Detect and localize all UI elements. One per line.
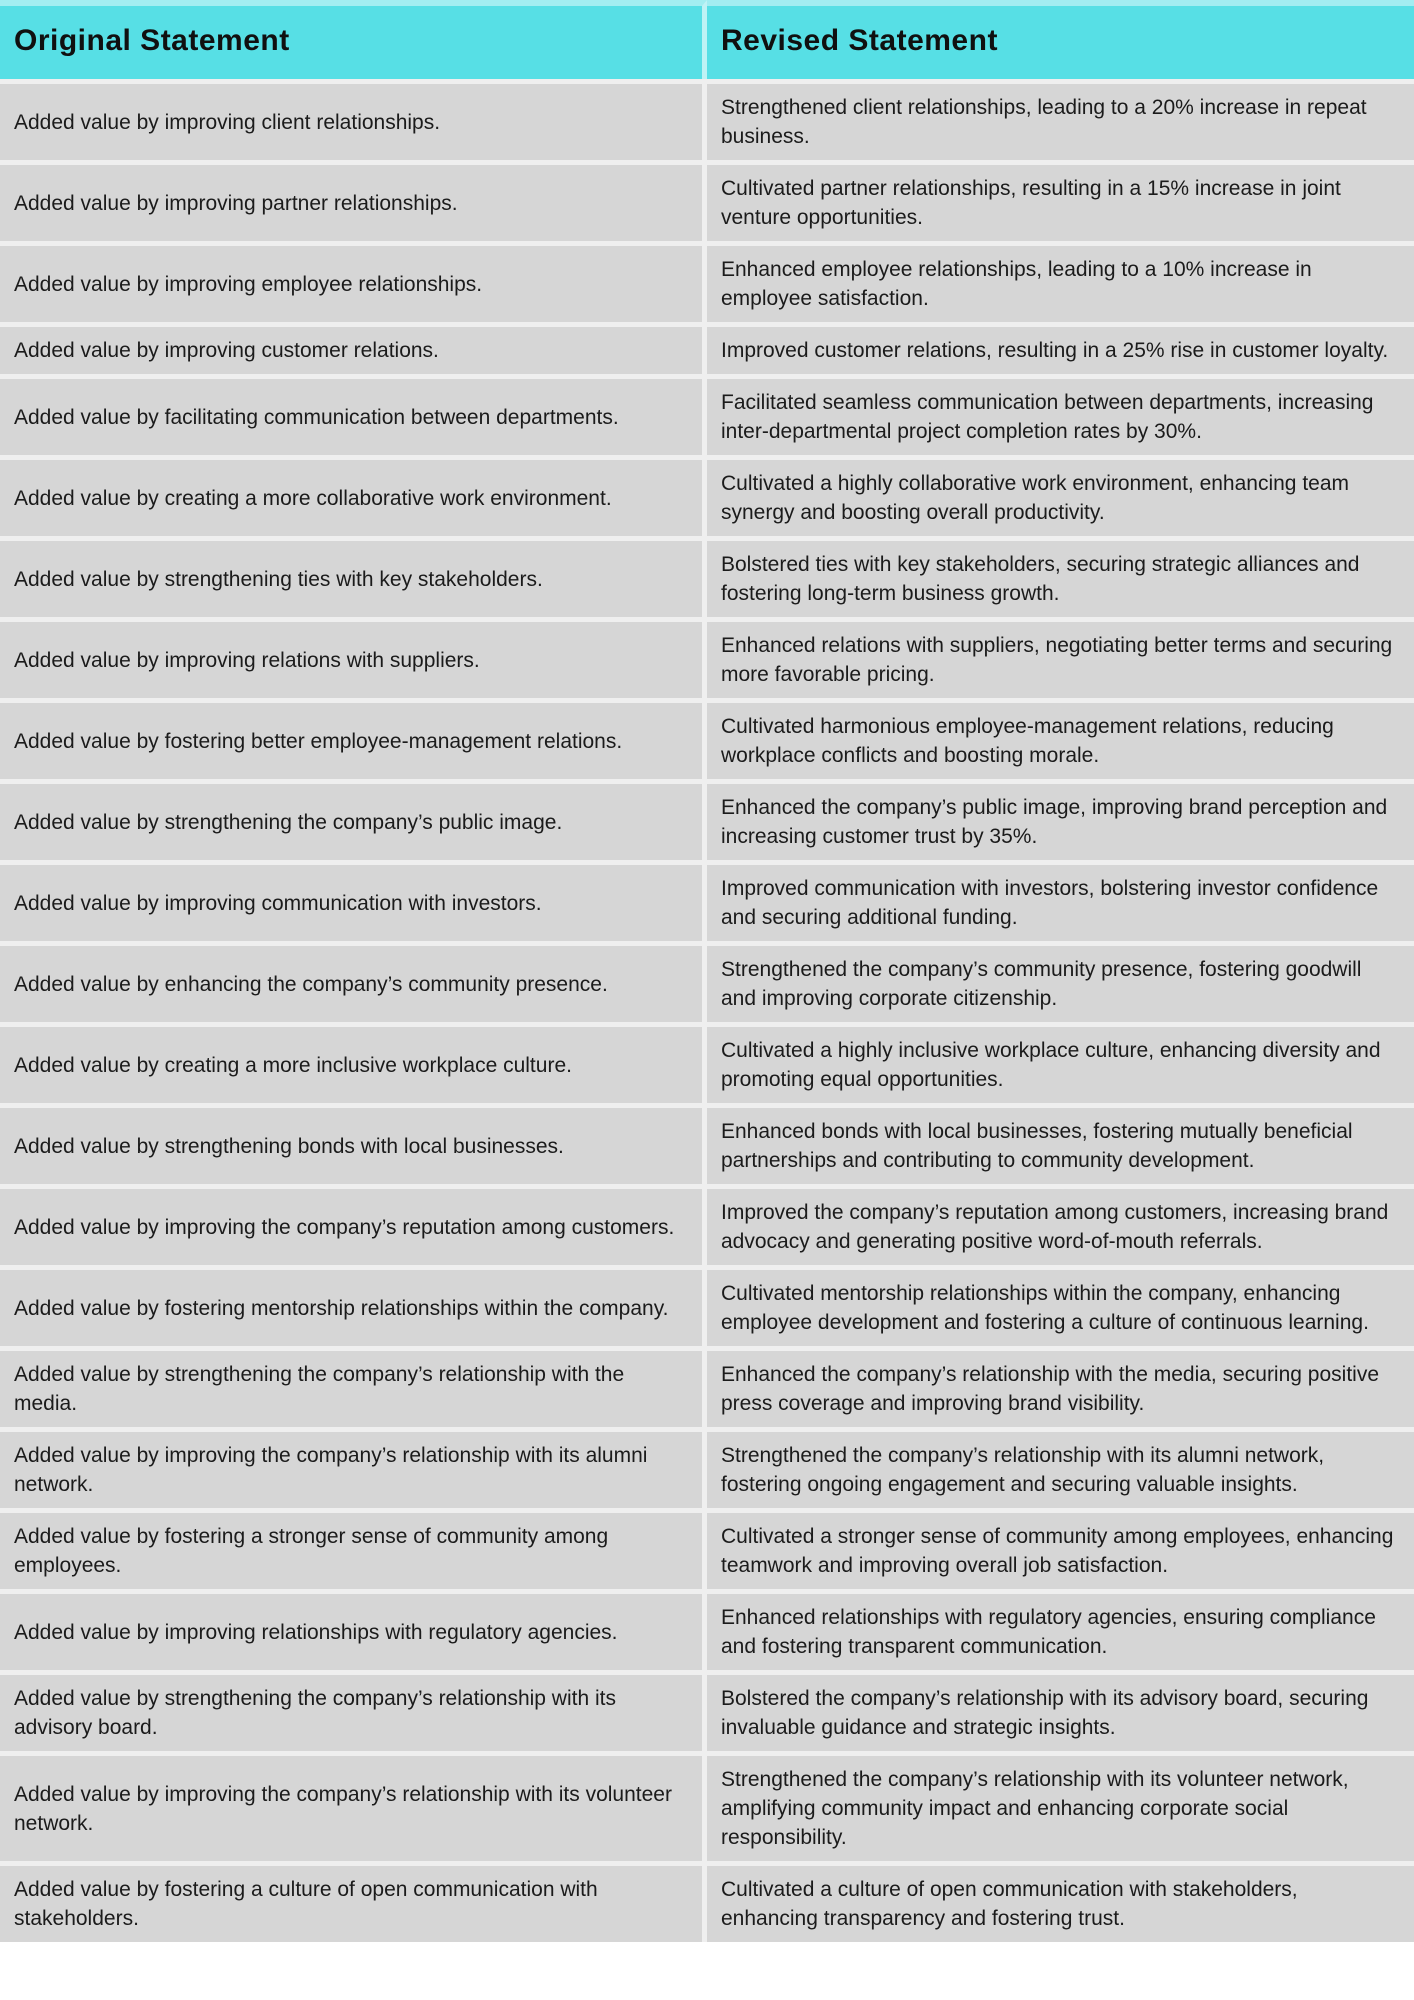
revised-statement-cell: Improved customer relations, resulting in a 25% rise in customer loyalty. xyxy=(707,322,1414,374)
table-row xyxy=(0,536,1414,617)
table-row xyxy=(0,860,1414,941)
table-row xyxy=(0,374,1414,455)
original-statement-cell: Added value by creating a more inclusive workplace culture. xyxy=(0,1022,707,1103)
original-statement-cell: Added value by improving customer relations. xyxy=(0,322,707,374)
revised-statement-cell: Enhanced the company’s public image, improving brand perception and increasing customer trust by 35%. xyxy=(707,779,1414,860)
original-statement-cell: Added value by creating a more collaborative work environment. xyxy=(0,455,707,536)
revised-statement-cell: Strengthened client relationships, leading to a 20% increase in repeat business. xyxy=(707,79,1414,160)
revised-statement-cell: Improved communication with investors, bolstering investor confidence and securing additional funding. xyxy=(707,860,1414,941)
original-statement-cell: Added value by strengthening bonds with local businesses. xyxy=(0,1103,707,1184)
original-statement-cell: Added value by improving partner relationships. xyxy=(0,160,707,241)
original-statement-cell: Added value by fostering mentorship relationships within the company. xyxy=(0,1265,707,1346)
table-row xyxy=(0,698,1414,779)
revised-statement-cell: Enhanced the company’s relationship with the media, securing positive press coverage and improving brand visibility. xyxy=(707,1346,1414,1427)
original-statement-cell: Added value by fostering a culture of open communication with stakeholders. xyxy=(0,1861,707,1942)
revised-statement-cell: Strengthened the company’s relationship with its alumni network, fostering ongoing engagement and securing valuable insights. xyxy=(707,1427,1414,1508)
original-statement-cell: Added value by strengthening ties with key stakeholders. xyxy=(0,536,707,617)
table-row xyxy=(0,1589,1414,1670)
column-header-original-statement: Original Statement xyxy=(0,0,707,79)
table-header xyxy=(0,0,1414,79)
original-statement-cell: Added value by improving the company’s relationship with its volunteer network. xyxy=(0,1751,707,1861)
revised-statement-cell: Improved the company’s reputation among customers, increasing brand advocacy and generating positive word-of-mouth referrals. xyxy=(707,1184,1414,1265)
revised-statement-cell: Facilitated seamless communication between departments, increasing inter-departmental project completion rates by 30%. xyxy=(707,374,1414,455)
table-row xyxy=(0,617,1414,698)
table-body xyxy=(0,79,1414,1942)
table-row xyxy=(0,941,1414,1022)
original-statement-cell: Added value by fostering a stronger sense of community among employees. xyxy=(0,1508,707,1589)
table-row xyxy=(0,322,1414,374)
original-statement-cell: Added value by improving the company’s reputation among customers. xyxy=(0,1184,707,1265)
revised-statement-cell: Enhanced employee relationships, leading to a 10% increase in employee satisfaction. xyxy=(707,241,1414,322)
table-row xyxy=(0,1184,1414,1265)
table-row xyxy=(0,455,1414,536)
revised-statement-cell: Cultivated a stronger sense of community among employees, enhancing teamwork and improving overall job satisfaction. xyxy=(707,1508,1414,1589)
table-row xyxy=(0,160,1414,241)
revised-statement-cell: Strengthened the company’s relationship with its volunteer network, amplifying community impact and enhancing corporate social responsibility. xyxy=(707,1751,1414,1861)
table-row xyxy=(0,779,1414,860)
table-row xyxy=(0,1670,1414,1751)
original-statement-cell: Added value by improving communication with investors. xyxy=(0,860,707,941)
table-row xyxy=(0,1508,1414,1589)
revised-statement-cell: Cultivated harmonious employee-management relations, reducing workplace conflicts and boosting morale. xyxy=(707,698,1414,779)
revised-statement-cell: Enhanced relations with suppliers, negotiating better terms and securing more favorable pricing. xyxy=(707,617,1414,698)
revised-statement-cell: Cultivated partner relationships, resulting in a 15% increase in joint venture opportunities. xyxy=(707,160,1414,241)
table-row xyxy=(0,1427,1414,1508)
revised-statement-cell: Cultivated a highly collaborative work environment, enhancing team synergy and boosting overall productivity. xyxy=(707,455,1414,536)
table-row xyxy=(0,1751,1414,1861)
table-row xyxy=(0,1103,1414,1184)
original-statement-cell: Added value by fostering better employee-management relations. xyxy=(0,698,707,779)
table-row xyxy=(0,241,1414,322)
original-statement-cell: Added value by improving the company’s relationship with its alumni network. xyxy=(0,1427,707,1508)
original-statement-cell: Added value by improving relations with suppliers. xyxy=(0,617,707,698)
revised-statement-cell: Bolstered the company’s relationship with its advisory board, securing invaluable guidance and strategic insights. xyxy=(707,1670,1414,1751)
table-row xyxy=(0,79,1414,160)
revised-statement-cell: Enhanced bonds with local businesses, fostering mutually beneficial partnerships and contributing to community development. xyxy=(707,1103,1414,1184)
original-statement-cell: Added value by enhancing the company’s community presence. xyxy=(0,941,707,1022)
original-statement-cell: Added value by strengthening the company’s public image. xyxy=(0,779,707,860)
original-statement-cell: Added value by strengthening the company’s relationship with its advisory board. xyxy=(0,1670,707,1751)
original-statement-cell: Added value by improving relationships with regulatory agencies. xyxy=(0,1589,707,1670)
table-row xyxy=(0,1265,1414,1346)
original-statement-cell: Added value by strengthening the company’s relationship with the media. xyxy=(0,1346,707,1427)
table-row xyxy=(0,1346,1414,1427)
revised-statement-cell: Enhanced relationships with regulatory agencies, ensuring compliance and fostering transparent communication. xyxy=(707,1589,1414,1670)
revised-statement-cell: Cultivated a highly inclusive workplace culture, enhancing diversity and promoting equal opportunities. xyxy=(707,1022,1414,1103)
original-statement-cell: Added value by improving client relationships. xyxy=(0,79,707,160)
table-row xyxy=(0,1861,1414,1942)
revised-statement-cell: Cultivated mentorship relationships within the company, enhancing employee development and fostering a culture of continuous learning. xyxy=(707,1265,1414,1346)
header-row xyxy=(0,0,1414,79)
revised-statement-cell: Bolstered ties with key stakeholders, securing strategic alliances and fostering long-term business growth. xyxy=(707,536,1414,617)
original-statement-cell: Added value by improving employee relationships. xyxy=(0,241,707,322)
revised-statement-cell: Strengthened the company’s community presence, fostering goodwill and improving corporate citizenship. xyxy=(707,941,1414,1022)
original-statement-cell: Added value by facilitating communication between departments. xyxy=(0,374,707,455)
column-header-revised-statement: Revised Statement xyxy=(707,0,1414,79)
table-row xyxy=(0,1022,1414,1103)
revised-statement-cell: Cultivated a culture of open communication with stakeholders, enhancing transparency and fostering trust. xyxy=(707,1861,1414,1942)
